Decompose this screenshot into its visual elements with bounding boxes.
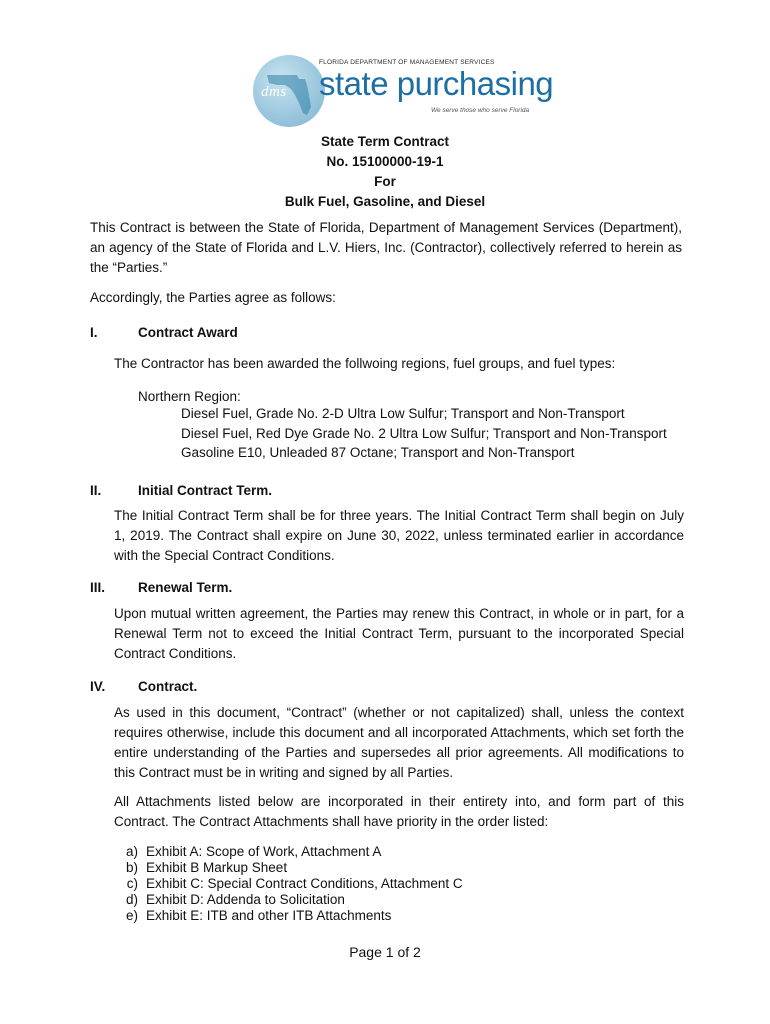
logo-dms-text: dms — [261, 84, 287, 100]
section-1-title: Contract Award — [138, 325, 238, 340]
intro-paragraph: This Contract is between the State of Florida, Department of Management Services (Department), an agency of the State of Florida and L.V. Hiers, Inc. (Contractor), collectively referred to herein as the “Parties.” — [90, 220, 682, 275]
section-2-heading — [90, 481, 272, 501]
section-1-number: I. — [90, 325, 98, 340]
attachment-marker: a) — [125, 844, 138, 859]
section-4-body-2: All Attachments listed below are incorporated in their entirety into, and form part of this Contract. The Contract Attachments shall have priority in the order listed: — [114, 794, 684, 829]
florida-map-logo-icon — [253, 55, 325, 127]
dms-state-purchasing-logo — [253, 55, 553, 130]
title-line-2: No. 15100000-19-1 — [326, 154, 444, 169]
page-number: Page 1 of 2 — [349, 944, 421, 960]
section-2-number: II. — [90, 483, 102, 498]
section-4-body-1: As used in this document, “Contract” (whether or not capitalized) shall, unless the context requires otherwise, include this document and all incorporated Attachments, which set forth the entire understanding of the Parties and supersedes all prior agreements. All modifications to this Contract must be in writing and signed by all Parties. — [114, 705, 684, 780]
attachment-marker: c) — [126, 876, 138, 891]
attachment-text: Exhibit E: ITB and other ITB Attachments — [146, 908, 392, 923]
section-4-heading — [90, 677, 197, 697]
section-2-body: The Initial Contract Term shall be for three years. The Initial Contract Term shall begin on July 1, 2019. The Contract shall expire on June 30, 2022, unless terminated earlier in accordance with the Special Contract Conditions. — [114, 508, 684, 563]
section-3-title: Renewal Term. — [138, 580, 233, 595]
section-4-number: IV. — [90, 679, 106, 694]
attachment-text: Exhibit D: Addenda to Solicitation — [146, 892, 345, 907]
section-3-heading — [90, 578, 232, 598]
attachment-marker: e) — [125, 908, 138, 923]
attachment-text: Exhibit B Markup Sheet — [146, 860, 288, 875]
section-2-title: Initial Contract Term. — [138, 483, 273, 498]
section-4-title: Contract. — [138, 679, 198, 694]
section-3-body: Upon mutual written agreement, the Parties may renew this Contract, in whole or in part, for a Renewal Term not to exceed the Initial Contract Term, pursuant to the incorporated Special Contract Conditions. — [114, 606, 684, 661]
contract-title — [0, 132, 770, 212]
title-line-1: State Term Contract — [320, 134, 450, 149]
fuel-type-item-1: Diesel Fuel, Grade No. 2-D Ultra Low Sulfur; Transport and Non-Transport — [181, 406, 625, 421]
attachment-item-e — [116, 908, 391, 924]
attachment-text: Exhibit C: Special Contract Conditions, Attachment C — [146, 876, 463, 891]
northern-region-label: Northern Region: — [138, 389, 241, 404]
attachment-item-c — [116, 876, 463, 892]
attachment-item-a — [116, 844, 381, 860]
section-1-heading — [90, 323, 238, 343]
title-line-3: For — [374, 174, 396, 189]
logo-department-text: FLORIDA DEPARTMENT OF MANAGEMENT SERVICES — [319, 59, 495, 66]
attachment-marker: b) — [125, 860, 138, 875]
title-line-4: Bulk Fuel, Gasoline, and Diesel — [284, 194, 486, 209]
fuel-type-item-2: Diesel Fuel, Red Dye Grade No. 2 Ultra Low Sulfur; Transport and Non-Transport — [181, 426, 667, 441]
accordingly-paragraph: Accordingly, the Parties agree as follows: — [90, 290, 336, 305]
section-3-number: III. — [90, 580, 106, 595]
logo-state-purchasing-text: state purchasing — [319, 65, 554, 102]
attachment-item-b — [116, 860, 287, 876]
attachment-text: Exhibit A: Scope of Work, Attachment A — [146, 844, 382, 859]
fuel-type-item-3: Gasoline E10, Unleaded 87 Octane; Transport and Non-Transport — [181, 445, 575, 460]
attachment-marker: d) — [125, 892, 138, 907]
section-1-body: The Contractor has been awarded the follwoing regions, fuel groups, and fuel types: — [114, 356, 616, 371]
attachment-item-d — [116, 892, 345, 908]
logo-tagline: We serve those who serve Florida — [431, 107, 530, 114]
